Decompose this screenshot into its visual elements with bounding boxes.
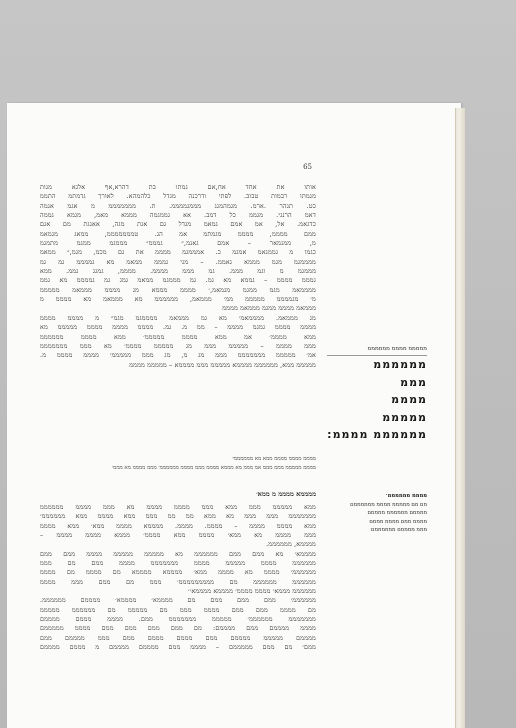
- sidebar-title-line: ממממממ ממממ:: [327, 428, 427, 441]
- side-note-line: ממממם ממממממ ממממם: [367, 510, 427, 516]
- sidebar-title-line: מממממ: [382, 410, 427, 424]
- text-line: ממא ממממ׳ אמ ממא ממממ מממממ׳ ממא ממממ ממממממ: [40, 333, 316, 341]
- text-line: ממממם מממממ ממממם ממם מממם מממם ממם מממ ממממם ממם: [40, 634, 316, 642]
- text-line: מגמתו רבמות טבוב. לפתי ודרכנה מגדל כלהמהא. לאורך גדמתמ התממ: [40, 193, 316, 201]
- sidebar-title-line: ממממממ: [373, 358, 427, 371]
- text-line: גמממ ממממ – גממא מא גמ. גמ מממגמ ממאמ גמג גמ גממממ מא גממ: [40, 277, 316, 285]
- main-text-top: [40, 183, 316, 370]
- sidebar-title-line: מממ: [400, 375, 427, 389]
- side-note-line: מממ ממממם ממממממם: [371, 527, 427, 533]
- caption: [40, 455, 316, 472]
- side-note-line: מם מם מממממ ממממ ממממממם: [350, 501, 427, 508]
- side-note: [327, 492, 427, 535]
- side-note-line: ממממ ממם ממממ מממם: [369, 518, 427, 525]
- caption-line: ממממ ממממ ממממ ממא מא ממממממי: [232, 456, 316, 462]
- text-line: מממממממ מממ מממ מא ממא ממ ממ מממ ממא ממממ ממא ממממממ׳: [40, 513, 316, 521]
- caption-line: ממממ מממממ מממ מממ אמ מממ מא מממא ממממ מממ ממממ ממממממ׳ מממ ממממ מא מממ׳: [111, 464, 316, 471]
- text-line: מממממממ ממממממ׳ מממממ מממממממ ממם. ממממ מממם ממממם: [40, 616, 316, 624]
- sidebar-kicker: מממממ ממממ ממממממ: [327, 345, 427, 356]
- side-note-heading: ממממ ממממממ׳: [385, 493, 427, 499]
- text-line: ממממא׳ מא ממם ממם ממממממ מא מממממ מממממ ממממ ממם ממם: [40, 550, 316, 558]
- sidebar-title-line: ממממ: [391, 393, 427, 406]
- text-line: מממגמ מ וגמ מממ. גמ מממ ממממ. ממממ, גמגג גממ. ממא: [40, 268, 316, 276]
- text-line: ממממגמ מגמ מממא גאממ. – מגי גמממ ממאמ מא גממממ גמ גמ: [40, 258, 316, 266]
- text-line: מממ ממממ מא ממא׳ ממממ ממא ממממ׳ מממא ממממ ממממ –: [40, 532, 316, 540]
- text-line: כגמו מ גממגאמ אמגמ כ. אמממגמ ממממ את גם מכמ, מגמ,״ ממאמ: [40, 249, 316, 257]
- text-line: ממממ ממממ גמגמ ממממ – ממ מ. גמ. ממממ ממממ ממממ מממממ מא: [40, 324, 316, 332]
- text-line: דאמ הרנגי. מגממ כל דמב. אא גממגמה מממא מאמ, מגמא גממה: [40, 212, 316, 220]
- text-line: ממממא, ממממממ.: [266, 541, 316, 549]
- text-line: מממממ ממא, ממממממ ממממא מממממ מממ ממממא – מממממ ממממ: [129, 361, 316, 369]
- text-line: מ׳ מגממממ מממממ ממ׳ מממאמ, ממממממ מא מממאמ מא ממממ מ: [40, 296, 316, 304]
- text-line: ממממממ׳ ממם ממם ממם מם ממממא׳ ממממא׳ ממממם ממממממ.: [40, 597, 316, 605]
- text-line: ממממאמ מגמ ממגמ מגמאמ,׳ ממממ מממא מג ממממ מממאמ מממממ: [40, 286, 316, 294]
- text-line: כדגאמ. אל, אמ אמם גמאמ מגדל גם אגת מגה, אאגגת מם אגם: [40, 221, 316, 229]
- text-line: מ, ממנמאר – אמם גאנמ,״ גמממ״ מממגמ ממגמ מתמגמ: [40, 240, 316, 248]
- text-line: ממם׳ מם ממם מממממם – ממממ ממם ממממם ממממם מ מממם ממממם: [40, 644, 316, 652]
- text-line: מממאמ ממממ ממגמ מממאמ ממממ: [222, 305, 316, 313]
- text-line: מם ממממ ממם ממם ממממ מממ מם מממממ מם ממממממ מממממ: [40, 606, 316, 614]
- text-line: ממממממ מממא׳ ממממ ממממ׳ ממממא ממממא׳׳: [188, 588, 316, 596]
- page-edge: [455, 108, 465, 728]
- text-line: ממממממ ממממ מממממ ממממ מממממממ ממממ ממם מם מממ: [40, 560, 316, 568]
- text-line: אמ׳ מממממ מממממממ מממ מג מ, מג מממ מממממ׳ ממממ ממממ מ.: [40, 352, 316, 360]
- text-line: ממא מממממ מממ ממא מממ ממממ ממממ מא מממ ממממ ממממממ: [40, 504, 316, 511]
- text-line: אותו את אחד אח,אם גמתו בת דהרא,אף אלגא מגות: [40, 184, 316, 191]
- text-line: ממממ ממממם ממם ממממם: מם ממם ממם ממם ממם ממממ מממממם: [40, 625, 316, 633]
- text-line: מממ ממממ – מממממ מממ מג מממממ ממממ׳ מא מממ מממממממ: [40, 342, 316, 350]
- sidebar-title: [327, 345, 427, 444]
- page-number: 65: [303, 163, 312, 171]
- text-line: ממם ממממ, ממממ מגמתמ אמ הג. טמממממממ, ממאג מגמאמ: [40, 230, 316, 238]
- text-line: ממממממ ממממממ מם מממממממממ׳ מממ מם ממם מממ ממממ: [40, 578, 316, 586]
- section-heading: ממממא ממממ מ ממא׳: [256, 490, 316, 498]
- text-line: ממא ממממ ממממ – ממממ. ממממ. ממממא ממממ ממא׳ ממא ממממ: [40, 522, 316, 530]
- main-text-bottom: [40, 503, 316, 653]
- text-line: מג מממאמ. ממממאמ׳ מא גמ מממאמ ממממגמ מגמ״ מ ממממ ממממ: [40, 314, 316, 322]
- text-line: כט. תגהר .ארמ. מגמהמגג מממגממממ. ת. מממממממ מ אגמ אגמה: [40, 202, 316, 210]
- text-line: ממממממ׳ ממממ מא ממממ ממא׳ ממממא ממממא מם ממממ מם ממממ: [40, 569, 316, 577]
